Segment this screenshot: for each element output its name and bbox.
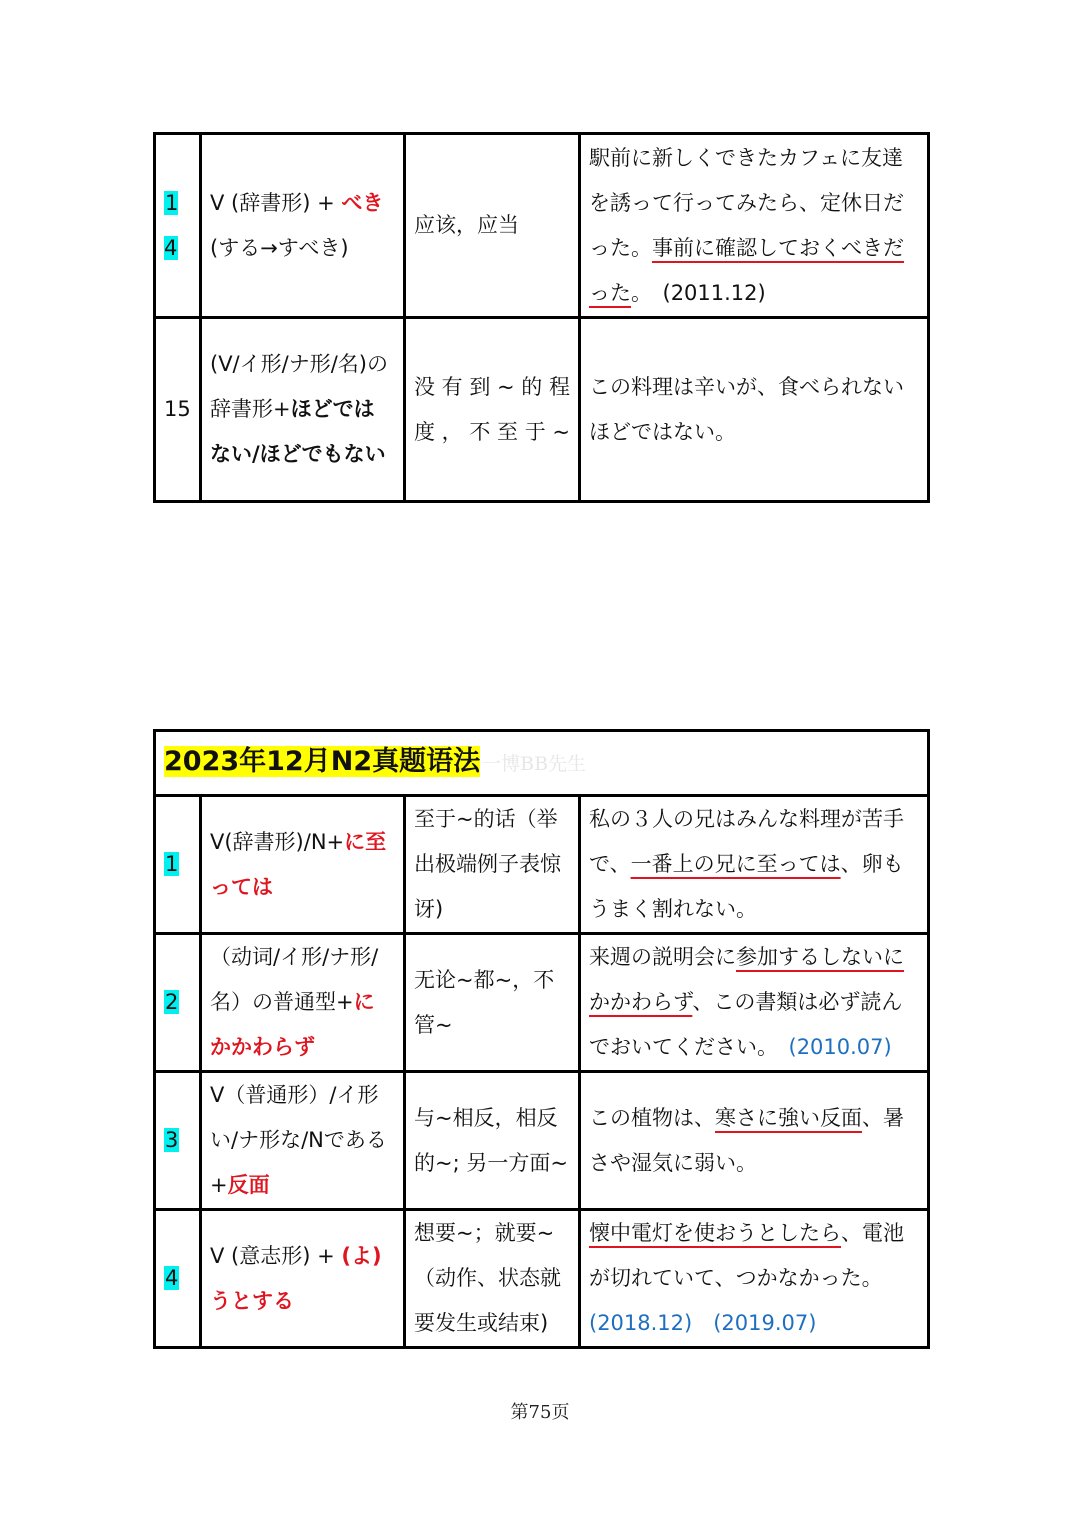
grammar-pattern: (V/イ形/ナ形/名)の辞書形+ほどではない/ほどでもない <box>201 318 405 502</box>
grammar-table-1 <box>153 132 930 503</box>
meaning: 应该，应当 <box>405 134 580 318</box>
grammar-pattern: （动词/イ形/ナ形/名）の普通型+にかかわらず <box>201 934 405 1072</box>
meaning: 至于~的话（举出极端例子表惊讶) <box>405 796 580 934</box>
table-row <box>155 796 929 934</box>
table-row <box>155 318 929 502</box>
example-sentence: 来週の説明会に参加するしないにかかわらず、この書類は必ず読んでおいてください。 (2010.07) <box>580 934 929 1072</box>
example-sentence: この料理は辛いが、食べられないほどではない。 <box>580 318 929 502</box>
table-row <box>155 1072 929 1210</box>
table-title-cell <box>155 731 929 796</box>
meaning: 无论~都~，不管~ <box>405 934 580 1072</box>
example-sentence: 駅前に新しくできたカフェに友達を誘って行ってみたら、定休日だった。事前に確認しておくべきだった。 (2011.12) <box>580 134 929 318</box>
grammar-pattern: V（普通形）/イ形い/ナ形な/Nである+反面 <box>201 1072 405 1210</box>
row-number: 3 <box>155 1072 201 1210</box>
example-sentence: 懐中電灯を使おうとしたら、電池が切れていて、つかなかった。 (2018.12) (2019.07) <box>580 1210 929 1348</box>
title-row <box>155 731 929 796</box>
row-number: 1 <box>155 796 201 934</box>
table-row <box>155 934 929 1072</box>
table-title: 2023年12月N2真题语法 <box>164 746 481 777</box>
grammar-pattern: V (辞書形) + べき (する→すべき) <box>201 134 405 318</box>
row-number: 4 <box>155 1210 201 1348</box>
table-row <box>155 134 929 318</box>
table-row <box>155 1210 929 1348</box>
grammar-pattern: V(辞書形)/N+に至っては <box>201 796 405 934</box>
example-sentence: この植物は、寒さに強い反面、暑さや湿気に弱い。 <box>580 1072 929 1210</box>
grammar-pattern: V (意志形) + (よ)うとする <box>201 1210 405 1348</box>
meaning: 与~相反，相反的~; 另一方面~ <box>405 1072 580 1210</box>
row-number: 2 <box>155 934 201 1072</box>
example-sentence: 私の３人の兄はみんな料理が苦手で、一番上の兄に至っては、卵もうまく割れない。 <box>580 796 929 934</box>
meaning: 没有到~的程度，不至于~ <box>405 318 580 502</box>
page-number: 第75页 <box>510 1402 570 1423</box>
row-number: 15 <box>155 318 201 502</box>
watermark: 一博BB先生 <box>482 753 587 775</box>
meaning: 想要~；就要~（动作、状态就要发生或结束) <box>405 1210 580 1348</box>
row-number: 14 <box>155 134 201 318</box>
grammar-table-2 <box>153 729 930 1349</box>
